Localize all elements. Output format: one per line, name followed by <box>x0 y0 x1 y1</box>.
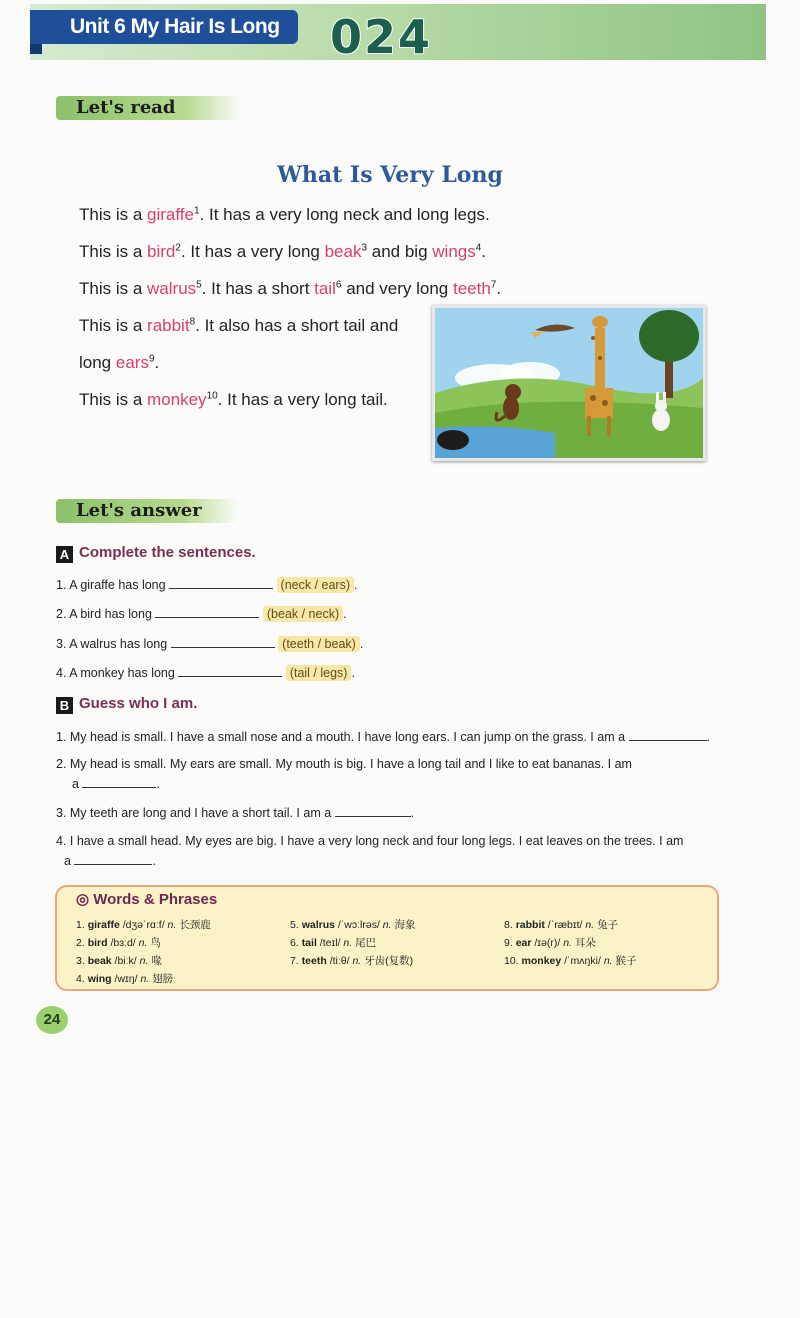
words-phrases-title: ◎ Words & Phrases <box>76 891 218 908</box>
part-b-heading: B Guess who I am. <box>56 695 197 714</box>
answer-blank[interactable] <box>82 775 156 788</box>
answer-blank[interactable] <box>171 635 275 648</box>
walrus-figure <box>437 430 469 450</box>
part-a-item-1: 1. A giraffe has long (neck / ears) . <box>56 578 358 592</box>
part-b-item-2-cont: a . <box>72 777 160 791</box>
reading-line-1: This is a giraffe$^1$. It has a very long neck and long legs. <box>79 205 490 224</box>
answer-blank[interactable] <box>155 605 259 618</box>
reading-line-3: This is a walrus$^5$. It has a short tail$^6$ and very long teeth$^7$. <box>79 279 502 298</box>
vocab-item: 9. ear /ɪə(r)/ n. 耳朵 <box>504 937 596 949</box>
reading-line-5: long ears$^9$. <box>79 353 160 372</box>
vocab-item: 5. walrus /ˈwɔːlrəs/ n. 海象 <box>290 919 416 931</box>
part-b-item-2: 2. My head is small. My ears are small. My mouth is big. I have a long tail and I like to eat bananas. I am <box>56 757 632 771</box>
part-a-letter: A <box>56 546 73 563</box>
page-number: 24 <box>36 1006 68 1034</box>
part-a-item-2: 2. A bird has long (beak / neck) . <box>56 607 347 621</box>
answer-blank[interactable] <box>178 664 282 677</box>
vocab-item: 1. giraffe /dʒəˈrɑːf/ n. 长颈鹿 <box>76 919 211 931</box>
part-b-letter: B <box>56 697 73 714</box>
part-a-heading: A Complete the sentences. <box>56 544 256 563</box>
reading-title: What Is Very Long <box>277 162 503 188</box>
part-b-item-3: 3. My teeth are long and I have a short tail. I am a . <box>56 806 415 820</box>
vocab-item: 4. wing /wɪŋ/ n. 翅膀 <box>76 973 174 985</box>
vocab-item: 6. tail /teɪl/ n. 尾巴 <box>290 937 377 949</box>
answer-blank[interactable] <box>335 804 411 817</box>
lets-read-label: Let's read <box>56 96 240 120</box>
answer-blank[interactable] <box>629 728 707 741</box>
vocab-item: 8. rabbit /ˈræbɪt/ n. 兔子 <box>504 919 619 931</box>
vocab-item: 7. teeth /tiːθ/ n. 牙齿(复数) <box>290 955 414 967</box>
answer-blank[interactable] <box>169 576 273 589</box>
reading-line-6: This is a monkey$^{10}$. It has a very long tail. <box>79 390 388 409</box>
part-a-item-4: 4. A monkey has long (tail / legs) . <box>56 666 355 680</box>
vocab-item: 2. bird /bɜːd/ n. 鸟 <box>76 937 161 949</box>
part-a-item-3: 3. A walrus has long (teeth / beak) . <box>56 637 364 651</box>
animals-illustration <box>432 305 706 461</box>
part-b-item-1: 1. My head is small. I have a small nose and a mouth. I have long ears. I can jump on the grass. I am a . <box>56 730 711 744</box>
unit-title: Unit 6 My Hair Is Long <box>30 10 298 44</box>
part-b-item-4: 4. I have a small head. My eyes are big. I have a very long neck and four long legs. I eat leaves on the trees. I am <box>56 834 684 848</box>
lets-answer-label: Let's answer <box>56 499 238 523</box>
reading-line-4: This is a rabbit$^8$. It also has a short tail and <box>79 316 399 335</box>
page-code: 024 <box>330 10 433 64</box>
reading-line-2: This is a bird$^2$. It has a very long beak$^3$ and big wings$^4$. <box>79 242 487 261</box>
unit-tab-fold <box>30 44 42 54</box>
vocab-item: 3. beak /biːk/ n. 喙 <box>76 955 162 967</box>
part-b-item-4-cont: a . <box>64 854 156 868</box>
vocab-item: 10. monkey /ˈmʌŋki/ n. 猴子 <box>504 955 637 967</box>
answer-blank[interactable] <box>74 852 152 865</box>
